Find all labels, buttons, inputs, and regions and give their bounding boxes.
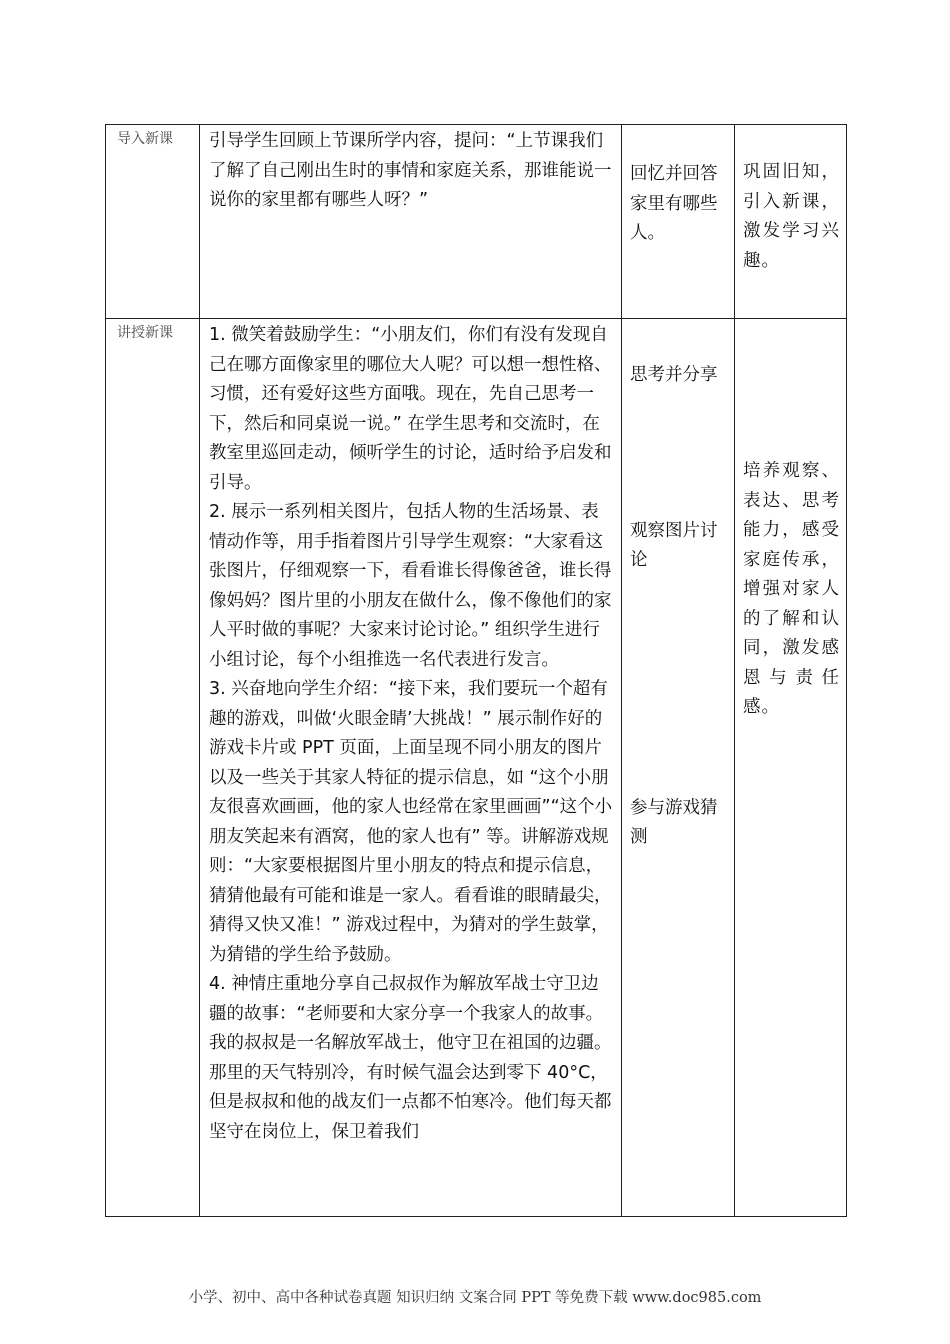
lesson-plan-table bbox=[105, 124, 847, 1217]
stage-cell bbox=[106, 319, 200, 1217]
student-activity-text: 回忆并回答家里有哪些人。 bbox=[630, 164, 718, 243]
stage-cell bbox=[106, 125, 200, 319]
teacher-step-2: 2. 展示一系列相关图片，包括人物的生活场景、表情动作等，用手指着图片引导学生观察：“大家看这张图片，仔细观察一下，看看谁长得像爸爸，谁长得像妈妈？图片里的小朋友在做什么，像不像他们的家人平时做的事呢？大家来讨论讨论。” 组织学生进行小组讨论，每个小组推选一名代表进行发言。 bbox=[209, 502, 612, 670]
student-activity-3: 参与游戏猜测 bbox=[630, 797, 718, 847]
design-intent-text: 巩固旧知，引入新课，激发学习兴趣。 bbox=[743, 162, 840, 271]
stage-label: 讲授新课 bbox=[117, 325, 173, 341]
design-intent-cell bbox=[735, 125, 847, 319]
student-activity-cell bbox=[622, 125, 735, 319]
design-intent-cell bbox=[735, 319, 847, 1217]
teacher-activity-cell bbox=[200, 125, 622, 319]
teacher-activity-text: 引导学生回顾上节课所学内容，提问：“上节课我们了解了自己刚出生时的事情和家庭关系，那谁能说一说你的家里都有哪些人呀？” bbox=[209, 131, 612, 210]
table-row-intro bbox=[106, 125, 847, 319]
design-intent-text: 培养观察、表达、思考能力，感受家庭传承，增强对家人的了解和认同，激发感恩与责任感。 bbox=[743, 461, 840, 717]
student-activity-1: 思考并分享 bbox=[630, 365, 718, 385]
page-footer: 小学、初中、高中各种试卷真题 知识归纳 文案合同 PPT 等免费下载 www.doc985.com bbox=[188, 1290, 762, 1306]
table-row-new-lesson bbox=[106, 319, 847, 1217]
teacher-step-4: 4. 神情庄重地分享自己叔叔作为解放军战士守卫边疆的故事：“老师要和大家分享一个我家人的故事。我的叔叔是一名解放军战士，他守卫在祖国的边疆。那里的天气特别冷，有时候气温会达到零下 40°C，但是叔叔和他的战友们一点都不怕寒冷。他们每天都坚守在岗位上，保卫着我们 bbox=[209, 974, 612, 1142]
teacher-step-3: 3. 兴奋地向学生介绍：“接下来，我们要玩一个超有趣的游戏，叫做‘火眼金睛’大挑战！” 展示制作好的游戏卡片或 PPT 页面，上面呈现不同小朋友的图片以及一些关于其家人特征的提示信息，如 “这个小朋友很喜欢画画，他的家人也经常在家里画画”“这个小朋友笑起来有酒窝，他的家人也有” 等。讲解游戏规则：“大家要根据图片里小朋友的特点和提示信息，猜猜他最有可能和谁是一家人。看看谁的眼睛最尖，猜得又快又准！” 游戏过程中，为猜对的学生鼓掌，为猜错的学生给予鼓励。 bbox=[209, 679, 613, 965]
student-activity-cell bbox=[622, 319, 735, 1217]
teacher-activity-cell bbox=[200, 319, 622, 1217]
teacher-step-1: 1. 微笑着鼓励学生：“小朋友们，你们有没有发现自己在哪方面像家里的哪位大人呢？可以想一想性格、习惯，还有爱好这些方面哦。现在，先自己思考一下，然后和同桌说一说。” 在学生思考和交流时，在教室里巡回走动，倾听学生的讨论，适时给予启发和引导。 bbox=[209, 325, 612, 493]
student-activity-2: 观察图片讨论 bbox=[630, 520, 718, 570]
stage-label: 导入新课 bbox=[117, 131, 173, 147]
